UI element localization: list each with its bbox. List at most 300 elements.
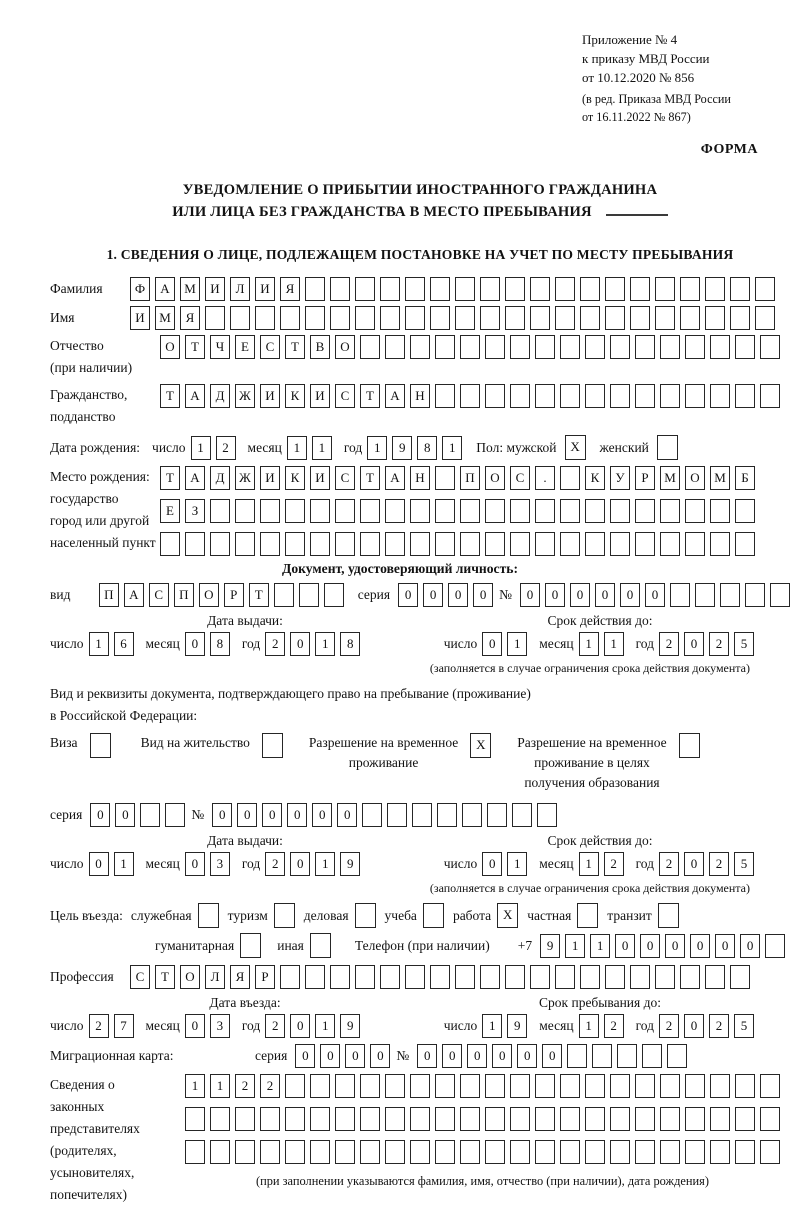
cell[interactable]: [324, 583, 344, 607]
cell[interactable]: [460, 1140, 480, 1164]
cell[interactable]: [635, 1107, 655, 1131]
cell[interactable]: [210, 532, 230, 556]
purpose-work-checkbox[interactable]: [497, 903, 518, 928]
cell[interactable]: [510, 384, 530, 408]
visa-checkbox[interactable]: [90, 733, 111, 758]
residence-issue-year-cells[interactable]: [265, 852, 360, 876]
cell[interactable]: И: [310, 384, 330, 408]
cell[interactable]: [299, 583, 319, 607]
cell[interactable]: К: [285, 466, 305, 490]
cell[interactable]: 0: [620, 583, 640, 607]
cell[interactable]: [655, 306, 675, 330]
cell[interactable]: [380, 965, 400, 989]
cell[interactable]: 2: [235, 1074, 255, 1098]
cell[interactable]: [240, 933, 261, 958]
cell[interactable]: 0: [262, 803, 282, 827]
cell[interactable]: [735, 335, 755, 359]
cell[interactable]: 1: [565, 934, 585, 958]
cell[interactable]: [760, 384, 780, 408]
cell[interactable]: Р: [635, 466, 655, 490]
cell[interactable]: 5: [734, 1014, 754, 1038]
cell[interactable]: [385, 1107, 405, 1131]
purpose-official-checkbox[interactable]: [198, 903, 219, 928]
cell[interactable]: 0: [740, 934, 760, 958]
cell[interactable]: [680, 965, 700, 989]
cell[interactable]: [455, 306, 475, 330]
cell[interactable]: [635, 499, 655, 523]
cell[interactable]: [710, 335, 730, 359]
cell[interactable]: К: [285, 384, 305, 408]
cell[interactable]: [585, 1140, 605, 1164]
cell[interactable]: [362, 803, 382, 827]
cell[interactable]: 2: [89, 1014, 109, 1038]
cell[interactable]: П: [99, 583, 119, 607]
cell[interactable]: [435, 1107, 455, 1131]
cell[interactable]: [90, 733, 111, 758]
cell[interactable]: 0: [337, 803, 357, 827]
cell[interactable]: [660, 532, 680, 556]
cell[interactable]: [660, 1074, 680, 1098]
cell[interactable]: 0: [545, 583, 565, 607]
cell[interactable]: [410, 335, 430, 359]
cell[interactable]: [610, 499, 630, 523]
cell[interactable]: [605, 277, 625, 301]
cell[interactable]: [485, 384, 505, 408]
cell[interactable]: И: [310, 466, 330, 490]
cell[interactable]: 6: [114, 632, 134, 656]
cell[interactable]: А: [185, 384, 205, 408]
cell[interactable]: [387, 803, 407, 827]
cell[interactable]: Я: [280, 277, 300, 301]
cell[interactable]: М: [155, 306, 175, 330]
cell[interactable]: [360, 335, 380, 359]
cell[interactable]: [165, 803, 185, 827]
cell[interactable]: 9: [540, 934, 560, 958]
cell[interactable]: [660, 1140, 680, 1164]
cell[interactable]: 1: [315, 852, 335, 876]
cell[interactable]: И: [260, 384, 280, 408]
residence-valid-day-cells[interactable]: [482, 852, 527, 876]
residence-valid-month-cells[interactable]: [579, 852, 624, 876]
cell[interactable]: [435, 1074, 455, 1098]
cell[interactable]: [705, 306, 725, 330]
purpose-transit-checkbox[interactable]: [658, 903, 679, 928]
cell[interactable]: 2: [265, 632, 285, 656]
cell[interactable]: 0: [448, 583, 468, 607]
cell[interactable]: [770, 583, 790, 607]
cell[interactable]: Р: [224, 583, 244, 607]
cell[interactable]: С: [130, 965, 150, 989]
cell[interactable]: [385, 335, 405, 359]
cell[interactable]: О: [335, 335, 355, 359]
cell[interactable]: [310, 499, 330, 523]
cell[interactable]: [660, 384, 680, 408]
cell[interactable]: М: [660, 466, 680, 490]
cell[interactable]: [305, 306, 325, 330]
cell[interactable]: 8: [340, 632, 360, 656]
cell[interactable]: 0: [417, 1044, 437, 1068]
cell[interactable]: [435, 335, 455, 359]
cell[interactable]: [430, 965, 450, 989]
cell[interactable]: [160, 532, 180, 556]
cell[interactable]: [285, 499, 305, 523]
cell[interactable]: Я: [180, 306, 200, 330]
cell[interactable]: [260, 532, 280, 556]
cell[interactable]: 2: [604, 1014, 624, 1038]
cell[interactable]: [255, 306, 275, 330]
cell[interactable]: [635, 384, 655, 408]
cell[interactable]: 0: [690, 934, 710, 958]
cell[interactable]: [730, 965, 750, 989]
cell[interactable]: [585, 532, 605, 556]
cell[interactable]: [765, 934, 785, 958]
rvp-education-checkbox[interactable]: [679, 733, 700, 758]
cell[interactable]: [680, 306, 700, 330]
cell[interactable]: П: [174, 583, 194, 607]
cell[interactable]: [405, 965, 425, 989]
cell[interactable]: [274, 583, 294, 607]
cell[interactable]: [605, 306, 625, 330]
cell[interactable]: Л: [205, 965, 225, 989]
cell[interactable]: 1: [210, 1074, 230, 1098]
cell[interactable]: [560, 499, 580, 523]
sex-female-checkbox[interactable]: [657, 435, 678, 460]
cell[interactable]: [423, 903, 444, 928]
sex-male-checkbox[interactable]: [565, 435, 586, 460]
birth-place-line1-cells[interactable]: [160, 466, 755, 490]
cell[interactable]: [635, 335, 655, 359]
cell[interactable]: [660, 1107, 680, 1131]
surname-cells[interactable]: [130, 277, 775, 301]
cell[interactable]: [335, 1107, 355, 1131]
cell[interactable]: [560, 1140, 580, 1164]
cell[interactable]: [510, 1107, 530, 1131]
cell[interactable]: С: [149, 583, 169, 607]
birth-place-line3-cells[interactable]: [160, 532, 755, 556]
cell[interactable]: 0: [115, 803, 135, 827]
cell[interactable]: Т: [185, 335, 205, 359]
cell[interactable]: [505, 965, 525, 989]
cell[interactable]: 3: [210, 1014, 230, 1038]
cell[interactable]: [410, 1107, 430, 1131]
identity-valid-day-cells[interactable]: [482, 632, 527, 656]
cell[interactable]: [210, 499, 230, 523]
cell[interactable]: Т: [249, 583, 269, 607]
cell[interactable]: [685, 335, 705, 359]
cell[interactable]: 0: [570, 583, 590, 607]
cell[interactable]: С: [510, 466, 530, 490]
cell[interactable]: [385, 1140, 405, 1164]
cell[interactable]: [385, 532, 405, 556]
rvp-checkbox[interactable]: [470, 733, 491, 758]
cell[interactable]: 0: [645, 583, 665, 607]
cell[interactable]: [510, 499, 530, 523]
residence-issue-day-cells[interactable]: [89, 852, 134, 876]
cell[interactable]: [680, 277, 700, 301]
cell[interactable]: 0: [345, 1044, 365, 1068]
cell[interactable]: [210, 1140, 230, 1164]
cell[interactable]: 0: [312, 803, 332, 827]
cell[interactable]: 1: [191, 436, 211, 460]
doc-kind-cells[interactable]: [99, 583, 344, 607]
cell[interactable]: [330, 277, 350, 301]
cell[interactable]: [510, 1074, 530, 1098]
title-blank-line[interactable]: [606, 201, 668, 216]
cell[interactable]: [360, 1107, 380, 1131]
cell[interactable]: 2: [709, 632, 729, 656]
purpose-tourism-checkbox[interactable]: [274, 903, 295, 928]
cell[interactable]: [405, 306, 425, 330]
cell[interactable]: 3: [210, 852, 230, 876]
cell[interactable]: [335, 532, 355, 556]
cell[interactable]: [685, 1140, 705, 1164]
identity-issue-day-cells[interactable]: [89, 632, 134, 656]
cell[interactable]: [185, 1140, 205, 1164]
cell[interactable]: [555, 277, 575, 301]
cell[interactable]: [205, 306, 225, 330]
cell[interactable]: [710, 1107, 730, 1131]
cell[interactable]: 0: [715, 934, 735, 958]
cell[interactable]: [480, 306, 500, 330]
cell[interactable]: 7: [114, 1014, 134, 1038]
cell[interactable]: [335, 499, 355, 523]
cell[interactable]: 0: [615, 934, 635, 958]
cell[interactable]: [140, 803, 160, 827]
cell[interactable]: И: [130, 306, 150, 330]
cell[interactable]: [360, 1140, 380, 1164]
cell[interactable]: 1: [579, 1014, 599, 1038]
cell[interactable]: [610, 384, 630, 408]
cell[interactable]: М: [710, 466, 730, 490]
cell[interactable]: [485, 1074, 505, 1098]
cell[interactable]: [355, 277, 375, 301]
doc-series-cells[interactable]: [398, 583, 493, 607]
cell[interactable]: [580, 306, 600, 330]
cell[interactable]: К: [585, 466, 605, 490]
cell[interactable]: [755, 306, 775, 330]
cell[interactable]: [235, 532, 255, 556]
cell[interactable]: 0: [423, 583, 443, 607]
cell[interactable]: [592, 1044, 612, 1068]
cell[interactable]: [685, 499, 705, 523]
cell[interactable]: [460, 1107, 480, 1131]
cell[interactable]: [512, 803, 532, 827]
cell[interactable]: [185, 532, 205, 556]
cell[interactable]: [335, 1074, 355, 1098]
cell[interactable]: Т: [285, 335, 305, 359]
cell[interactable]: [262, 733, 283, 758]
cell[interactable]: Е: [160, 499, 180, 523]
cell[interactable]: [679, 733, 700, 758]
cell[interactable]: 0: [473, 583, 493, 607]
birth-year-cells[interactable]: [367, 436, 462, 460]
cell[interactable]: 0: [684, 852, 704, 876]
cell[interactable]: А: [385, 466, 405, 490]
cell[interactable]: С: [335, 384, 355, 408]
purpose-private-checkbox[interactable]: [577, 903, 598, 928]
cell[interactable]: 5: [734, 852, 754, 876]
cell[interactable]: 1: [114, 852, 134, 876]
cell[interactable]: [710, 1140, 730, 1164]
migration-series-cells[interactable]: [295, 1044, 390, 1068]
cell[interactable]: X: [470, 733, 491, 758]
cell[interactable]: [310, 1074, 330, 1098]
cell[interactable]: [760, 1074, 780, 1098]
cell[interactable]: [658, 903, 679, 928]
stay-month-cells[interactable]: [579, 1014, 624, 1038]
residence-issue-month-cells[interactable]: [185, 852, 230, 876]
cell[interactable]: [735, 1140, 755, 1164]
cell[interactable]: 1: [312, 436, 332, 460]
cell[interactable]: [435, 499, 455, 523]
cell[interactable]: [285, 532, 305, 556]
cell[interactable]: [610, 532, 630, 556]
cell[interactable]: Д: [210, 384, 230, 408]
cell[interactable]: [437, 803, 457, 827]
cell[interactable]: [462, 803, 482, 827]
entry-day-cells[interactable]: [89, 1014, 134, 1038]
cell[interactable]: 1: [507, 632, 527, 656]
cell[interactable]: [635, 532, 655, 556]
cell[interactable]: [535, 532, 555, 556]
cell[interactable]: .: [535, 466, 555, 490]
cell[interactable]: [430, 306, 450, 330]
identity-valid-year-cells[interactable]: [659, 632, 754, 656]
cell[interactable]: 1: [367, 436, 387, 460]
cell[interactable]: [635, 1140, 655, 1164]
cell[interactable]: [235, 499, 255, 523]
cell[interactable]: 0: [398, 583, 418, 607]
cell[interactable]: [610, 1107, 630, 1131]
phone-cells[interactable]: [540, 934, 785, 958]
cell[interactable]: [560, 1074, 580, 1098]
cell[interactable]: [730, 306, 750, 330]
cell[interactable]: 1: [579, 852, 599, 876]
cell[interactable]: [505, 277, 525, 301]
cell[interactable]: Ч: [210, 335, 230, 359]
cell[interactable]: 0: [684, 632, 704, 656]
cell[interactable]: [455, 965, 475, 989]
cell[interactable]: [530, 965, 550, 989]
cell[interactable]: [585, 335, 605, 359]
cell[interactable]: [630, 277, 650, 301]
cell[interactable]: Я: [230, 965, 250, 989]
cell[interactable]: С: [335, 466, 355, 490]
cell[interactable]: X: [497, 903, 518, 928]
cell[interactable]: [485, 499, 505, 523]
cell[interactable]: [530, 306, 550, 330]
cell[interactable]: [410, 1140, 430, 1164]
cell[interactable]: 0: [665, 934, 685, 958]
cell[interactable]: [485, 1107, 505, 1131]
cell[interactable]: [510, 1140, 530, 1164]
cell[interactable]: [510, 335, 530, 359]
cell[interactable]: [360, 1074, 380, 1098]
cell[interactable]: 2: [709, 852, 729, 876]
cell[interactable]: [310, 933, 331, 958]
cell[interactable]: [660, 499, 680, 523]
cell[interactable]: [430, 277, 450, 301]
cell[interactable]: [310, 1107, 330, 1131]
cell[interactable]: [735, 1107, 755, 1131]
cell[interactable]: 2: [265, 1014, 285, 1038]
cell[interactable]: [630, 965, 650, 989]
cell[interactable]: 2: [659, 632, 679, 656]
cell[interactable]: [610, 335, 630, 359]
cell[interactable]: [705, 277, 725, 301]
cell[interactable]: [577, 903, 598, 928]
cell[interactable]: О: [160, 335, 180, 359]
cell[interactable]: Л: [230, 277, 250, 301]
cell[interactable]: 0: [287, 803, 307, 827]
cell[interactable]: [667, 1044, 687, 1068]
cell[interactable]: [310, 532, 330, 556]
cell[interactable]: [435, 466, 455, 490]
cell[interactable]: 0: [290, 1014, 310, 1038]
cell[interactable]: [735, 384, 755, 408]
cell[interactable]: 0: [595, 583, 615, 607]
cell[interactable]: [730, 277, 750, 301]
cell[interactable]: 8: [417, 436, 437, 460]
cell[interactable]: [605, 965, 625, 989]
cell[interactable]: Р: [255, 965, 275, 989]
cell[interactable]: О: [199, 583, 219, 607]
cell[interactable]: [380, 277, 400, 301]
cell[interactable]: [685, 384, 705, 408]
cell[interactable]: 9: [340, 852, 360, 876]
purpose-study-checkbox[interactable]: [423, 903, 444, 928]
cell[interactable]: 0: [482, 632, 502, 656]
cell[interactable]: [412, 803, 432, 827]
cell[interactable]: [585, 1074, 605, 1098]
cell[interactable]: [660, 335, 680, 359]
cell[interactable]: [735, 499, 755, 523]
cell[interactable]: [710, 532, 730, 556]
cell[interactable]: Т: [155, 965, 175, 989]
cell[interactable]: [635, 1074, 655, 1098]
cell[interactable]: [185, 1107, 205, 1131]
cell[interactable]: 5: [734, 632, 754, 656]
residence-permit-checkbox[interactable]: [262, 733, 283, 758]
cell[interactable]: 0: [684, 1014, 704, 1038]
cell[interactable]: [530, 277, 550, 301]
representatives-line1-cells[interactable]: [185, 1074, 780, 1098]
cell[interactable]: [735, 532, 755, 556]
cell[interactable]: [360, 499, 380, 523]
cell[interactable]: [285, 1140, 305, 1164]
cell[interactable]: 2: [709, 1014, 729, 1038]
identity-issue-month-cells[interactable]: [185, 632, 230, 656]
cell[interactable]: 2: [265, 852, 285, 876]
cell[interactable]: 0: [542, 1044, 562, 1068]
cell[interactable]: [670, 583, 690, 607]
cell[interactable]: [230, 306, 250, 330]
cell[interactable]: Н: [410, 384, 430, 408]
cell[interactable]: 1: [89, 632, 109, 656]
cell[interactable]: С: [260, 335, 280, 359]
cell[interactable]: 2: [659, 1014, 679, 1038]
cell[interactable]: 9: [392, 436, 412, 460]
cell[interactable]: [460, 384, 480, 408]
cell[interactable]: [385, 1074, 405, 1098]
cell[interactable]: [235, 1140, 255, 1164]
cell[interactable]: А: [385, 384, 405, 408]
cell[interactable]: 1: [604, 632, 624, 656]
cell[interactable]: Т: [160, 466, 180, 490]
cell[interactable]: [580, 277, 600, 301]
cell[interactable]: А: [124, 583, 144, 607]
cell[interactable]: [642, 1044, 662, 1068]
